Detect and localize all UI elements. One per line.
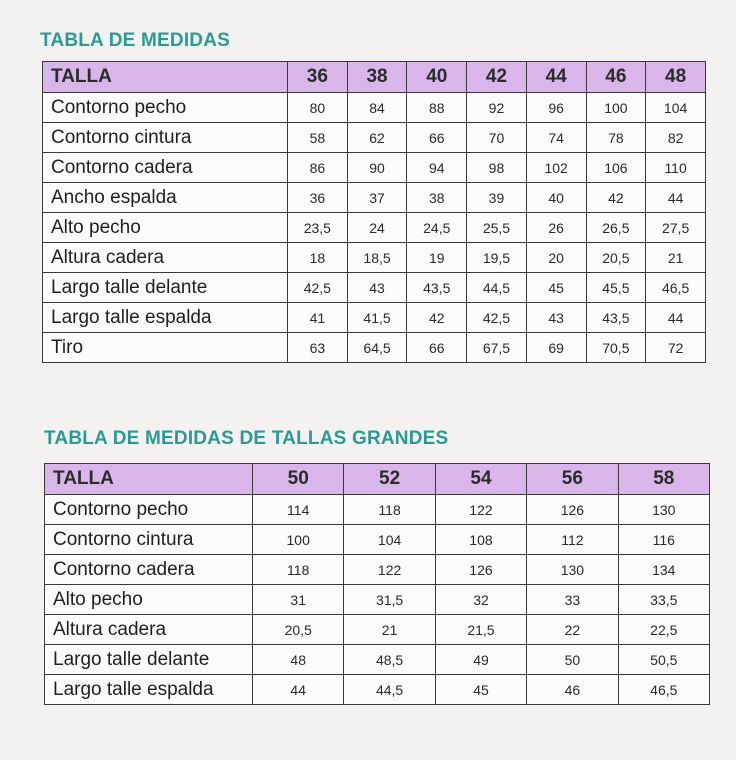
measurement-value: 32 <box>435 585 526 615</box>
table-row <box>45 615 710 645</box>
measurement-value: 104 <box>344 525 435 555</box>
measurement-value: 108 <box>435 525 526 555</box>
measurement-value: 38 <box>407 183 467 213</box>
measurement-value: 22,5 <box>618 615 709 645</box>
size-header-cell: 48 <box>646 62 706 93</box>
size-header-cell: 44 <box>526 62 586 93</box>
measurement-value: 98 <box>467 153 527 183</box>
measurement-value: 118 <box>253 555 344 585</box>
size-table <box>42 61 706 363</box>
measurement-value: 18 <box>288 243 348 273</box>
measurement-value: 82 <box>646 123 706 153</box>
table-row <box>43 333 706 363</box>
measurement-value: 58 <box>288 123 348 153</box>
measurement-value: 42 <box>586 183 646 213</box>
measurement-value: 40 <box>526 183 586 213</box>
measurement-value: 19 <box>407 243 467 273</box>
measurement-value: 37 <box>347 183 407 213</box>
size-header-cell: 58 <box>618 464 709 495</box>
measurement-label: Largo talle delante <box>43 273 288 303</box>
table-row <box>45 525 710 555</box>
measurement-value: 63 <box>288 333 348 363</box>
measurement-value: 86 <box>288 153 348 183</box>
measurement-value: 88 <box>407 93 467 123</box>
size-table-title: TABLA DE MEDIDAS <box>40 30 231 51</box>
measurement-value: 67,5 <box>467 333 527 363</box>
measurement-value: 112 <box>527 525 618 555</box>
measurement-value: 43,5 <box>407 273 467 303</box>
measurement-value: 44 <box>253 675 344 705</box>
size-header-label: TALLA <box>45 464 253 495</box>
table-row <box>45 555 710 585</box>
measurement-value: 110 <box>646 153 706 183</box>
measurement-value: 100 <box>586 93 646 123</box>
size-header-cell: 54 <box>435 464 526 495</box>
measurement-value: 90 <box>347 153 407 183</box>
measurement-value: 26,5 <box>586 213 646 243</box>
measurement-value: 96 <box>526 93 586 123</box>
measurement-label: Contorno cintura <box>43 123 288 153</box>
measurement-value: 31 <box>253 585 344 615</box>
table-row <box>45 585 710 615</box>
measurement-label: Altura cadera <box>43 243 288 273</box>
measurement-value: 41 <box>288 303 348 333</box>
measurement-value: 19,5 <box>467 243 527 273</box>
measurement-label: Contorno pecho <box>45 495 253 525</box>
measurement-value: 41,5 <box>347 303 407 333</box>
measurement-value: 50 <box>527 645 618 675</box>
measurement-value: 27,5 <box>646 213 706 243</box>
measurement-value: 42,5 <box>467 303 527 333</box>
measurement-value: 72 <box>646 333 706 363</box>
measurement-value: 18,5 <box>347 243 407 273</box>
measurement-value: 70 <box>467 123 527 153</box>
measurement-value: 45 <box>526 273 586 303</box>
measurement-value: 46 <box>527 675 618 705</box>
measurement-value: 44,5 <box>467 273 527 303</box>
measurement-value: 94 <box>407 153 467 183</box>
size-header-cell: 50 <box>253 464 344 495</box>
table-row <box>45 675 710 705</box>
size-header-cell: 36 <box>288 62 348 93</box>
measurement-value: 46,5 <box>618 675 709 705</box>
measurement-value: 69 <box>526 333 586 363</box>
table-row <box>43 273 706 303</box>
size-header-cell: 42 <box>467 62 527 93</box>
table-row <box>43 153 706 183</box>
measurement-value: 26 <box>526 213 586 243</box>
measurement-value: 92 <box>467 93 527 123</box>
size-header-label: TALLA <box>43 62 288 93</box>
measurement-value: 126 <box>527 495 618 525</box>
table-row <box>45 645 710 675</box>
table-row <box>45 495 710 525</box>
measurement-value: 44 <box>646 303 706 333</box>
large-size-table <box>44 463 710 705</box>
measurement-value: 70,5 <box>586 333 646 363</box>
measurement-value: 130 <box>527 555 618 585</box>
measurement-value: 43 <box>347 273 407 303</box>
measurement-label: Largo talle espalda <box>43 303 288 333</box>
measurement-value: 48 <box>253 645 344 675</box>
measurement-value: 84 <box>347 93 407 123</box>
measurement-value: 122 <box>435 495 526 525</box>
measurement-value: 21,5 <box>435 615 526 645</box>
measurement-value: 134 <box>618 555 709 585</box>
size-header-cell: 52 <box>344 464 435 495</box>
measurement-value: 106 <box>586 153 646 183</box>
measurement-value: 62 <box>347 123 407 153</box>
measurement-value: 42,5 <box>288 273 348 303</box>
measurement-value: 46,5 <box>646 273 706 303</box>
size-header-cell: 56 <box>527 464 618 495</box>
measurement-value: 45,5 <box>586 273 646 303</box>
measurement-value: 43,5 <box>586 303 646 333</box>
measurement-value: 104 <box>646 93 706 123</box>
measurement-value: 48,5 <box>344 645 435 675</box>
measurement-value: 78 <box>586 123 646 153</box>
measurement-label: Contorno cadera <box>45 555 253 585</box>
measurement-value: 24,5 <box>407 213 467 243</box>
measurement-value: 21 <box>344 615 435 645</box>
measurement-value: 44,5 <box>344 675 435 705</box>
measurement-value: 66 <box>407 123 467 153</box>
table-row <box>43 243 706 273</box>
table-row <box>43 303 706 333</box>
measurement-value: 49 <box>435 645 526 675</box>
measurement-value: 114 <box>253 495 344 525</box>
measurement-label: Alto pecho <box>45 585 253 615</box>
measurement-value: 116 <box>618 525 709 555</box>
measurement-label: Contorno pecho <box>43 93 288 123</box>
measurement-value: 64,5 <box>347 333 407 363</box>
measurement-value: 118 <box>344 495 435 525</box>
measurement-value: 102 <box>526 153 586 183</box>
measurement-value: 25,5 <box>467 213 527 243</box>
measurement-value: 24 <box>347 213 407 243</box>
measurement-label: Alto pecho <box>43 213 288 243</box>
measurement-label: Tiro <box>43 333 288 363</box>
measurement-label: Ancho espalda <box>43 183 288 213</box>
measurement-value: 20,5 <box>586 243 646 273</box>
measurement-value: 44 <box>646 183 706 213</box>
measurement-value: 31,5 <box>344 585 435 615</box>
measurement-value: 39 <box>467 183 527 213</box>
table-row <box>43 93 706 123</box>
measurement-value: 43 <box>526 303 586 333</box>
measurement-value: 33,5 <box>618 585 709 615</box>
large-size-table-title: TABLA DE MEDIDAS DE TALLAS GRANDES <box>44 428 449 449</box>
measurement-label: Altura cadera <box>45 615 253 645</box>
measurement-value: 33 <box>527 585 618 615</box>
table-row <box>43 183 706 213</box>
measurement-value: 50,5 <box>618 645 709 675</box>
measurement-value: 20,5 <box>253 615 344 645</box>
table-row <box>43 213 706 243</box>
measurement-value: 80 <box>288 93 348 123</box>
size-header-cell: 46 <box>586 62 646 93</box>
measurement-label: Contorno cadera <box>43 153 288 183</box>
size-header-cell: 38 <box>347 62 407 93</box>
measurement-value: 36 <box>288 183 348 213</box>
table-header-row <box>43 62 706 93</box>
measurement-label: Largo talle delante <box>45 645 253 675</box>
size-header-cell: 40 <box>407 62 467 93</box>
measurement-value: 21 <box>646 243 706 273</box>
table-row <box>43 123 706 153</box>
measurement-value: 126 <box>435 555 526 585</box>
measurement-value: 66 <box>407 333 467 363</box>
measurement-value: 22 <box>527 615 618 645</box>
measurement-value: 130 <box>618 495 709 525</box>
table-header-row <box>45 464 710 495</box>
measurement-value: 23,5 <box>288 213 348 243</box>
measurement-label: Contorno cintura <box>45 525 253 555</box>
measurement-value: 45 <box>435 675 526 705</box>
measurement-label: Largo talle espalda <box>45 675 253 705</box>
measurement-value: 20 <box>526 243 586 273</box>
measurement-value: 42 <box>407 303 467 333</box>
measurement-value: 100 <box>253 525 344 555</box>
measurement-value: 74 <box>526 123 586 153</box>
measurement-value: 122 <box>344 555 435 585</box>
